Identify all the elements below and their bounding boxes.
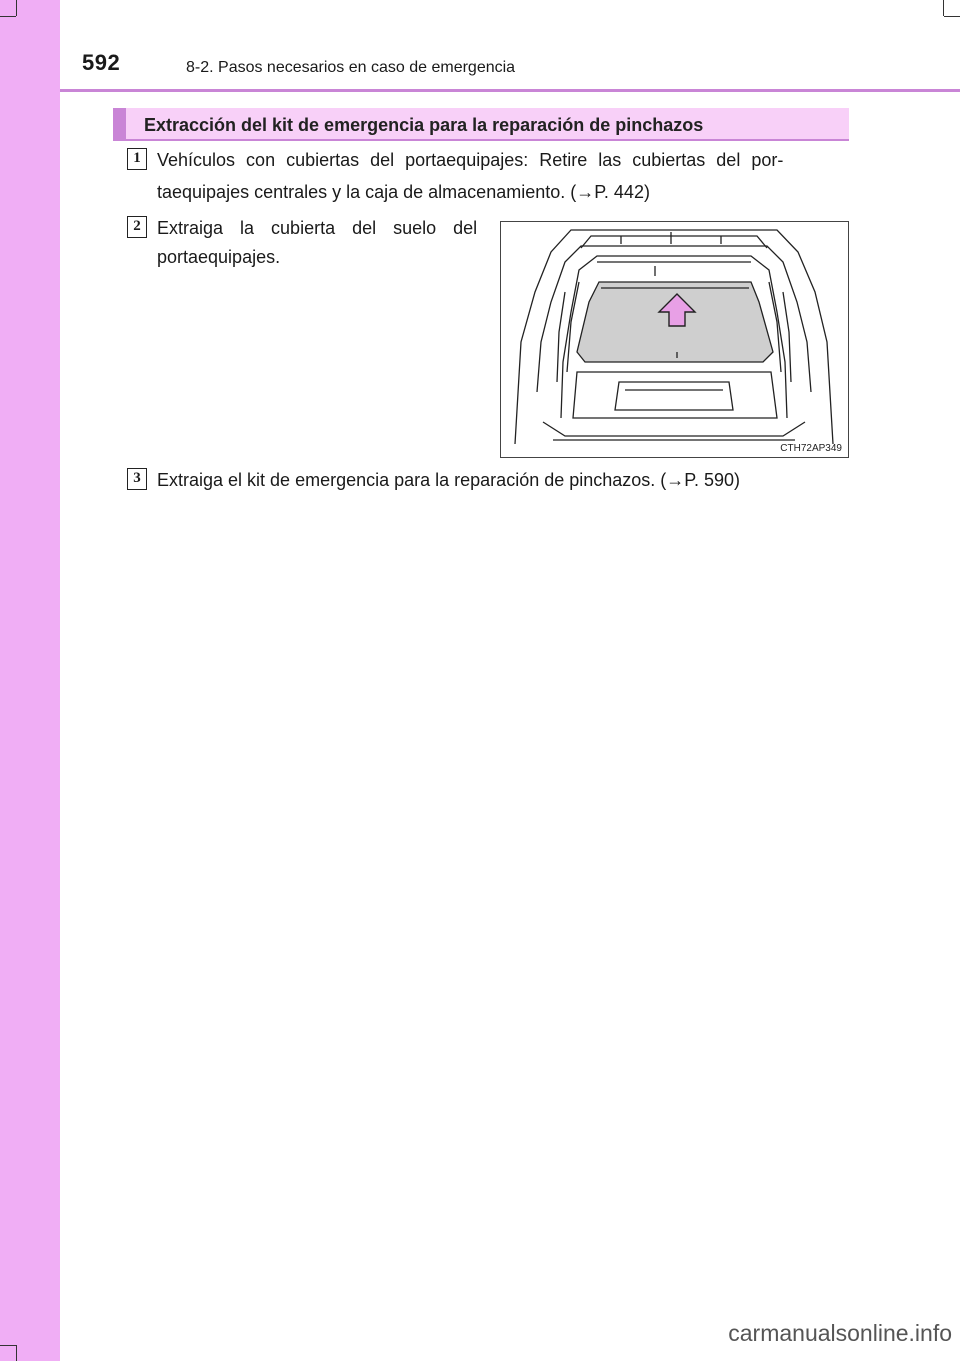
step-3-badge: 3 — [127, 468, 147, 490]
crop-mark-tr-v — [943, 0, 944, 16]
trunk-floor-illustration — [500, 221, 849, 458]
step-1-line-2: taequipajes centrales y la caja de almacenamiento. (→P. 442) — [157, 182, 650, 202]
step-1-line-1: Vehículos con cubiertas del portaequipajes: Retire las cubiertas del por- — [157, 150, 784, 170]
section-heading-bar — [113, 108, 849, 141]
header-divider — [60, 89, 960, 92]
side-tab-strip — [0, 0, 60, 1361]
step-1-badge: 1 — [127, 148, 147, 170]
crop-mark-bl-v — [16, 1345, 17, 1361]
crop-mark-bl-h — [0, 1345, 16, 1346]
figure-code: CTH72AP349 — [780, 443, 842, 454]
step-2-line-1: Extraiga la cubierta del suelo del — [157, 218, 478, 238]
crop-mark-tl-v — [16, 0, 17, 16]
step-3-line-1: Extraiga el kit de emergencia para la reparación de pinchazos. (→P. 590) — [157, 470, 740, 490]
chapter-heading: 8-2. Pasos necesarios en caso de emergencia — [186, 59, 516, 76]
step-2-badge: 2 — [127, 216, 147, 238]
watermark: carmanualsonline.info — [728, 1320, 952, 1346]
section-title: Extracción del kit de emergencia para la reparación de pinchazos — [144, 115, 704, 135]
crop-mark-tr-h — [944, 16, 960, 17]
step-2-line-2: portaequipajes. — [157, 247, 281, 267]
trunk-drawing — [501, 222, 848, 457]
page-number: 592 — [82, 50, 121, 75]
crop-mark-tl-h — [0, 16, 16, 17]
